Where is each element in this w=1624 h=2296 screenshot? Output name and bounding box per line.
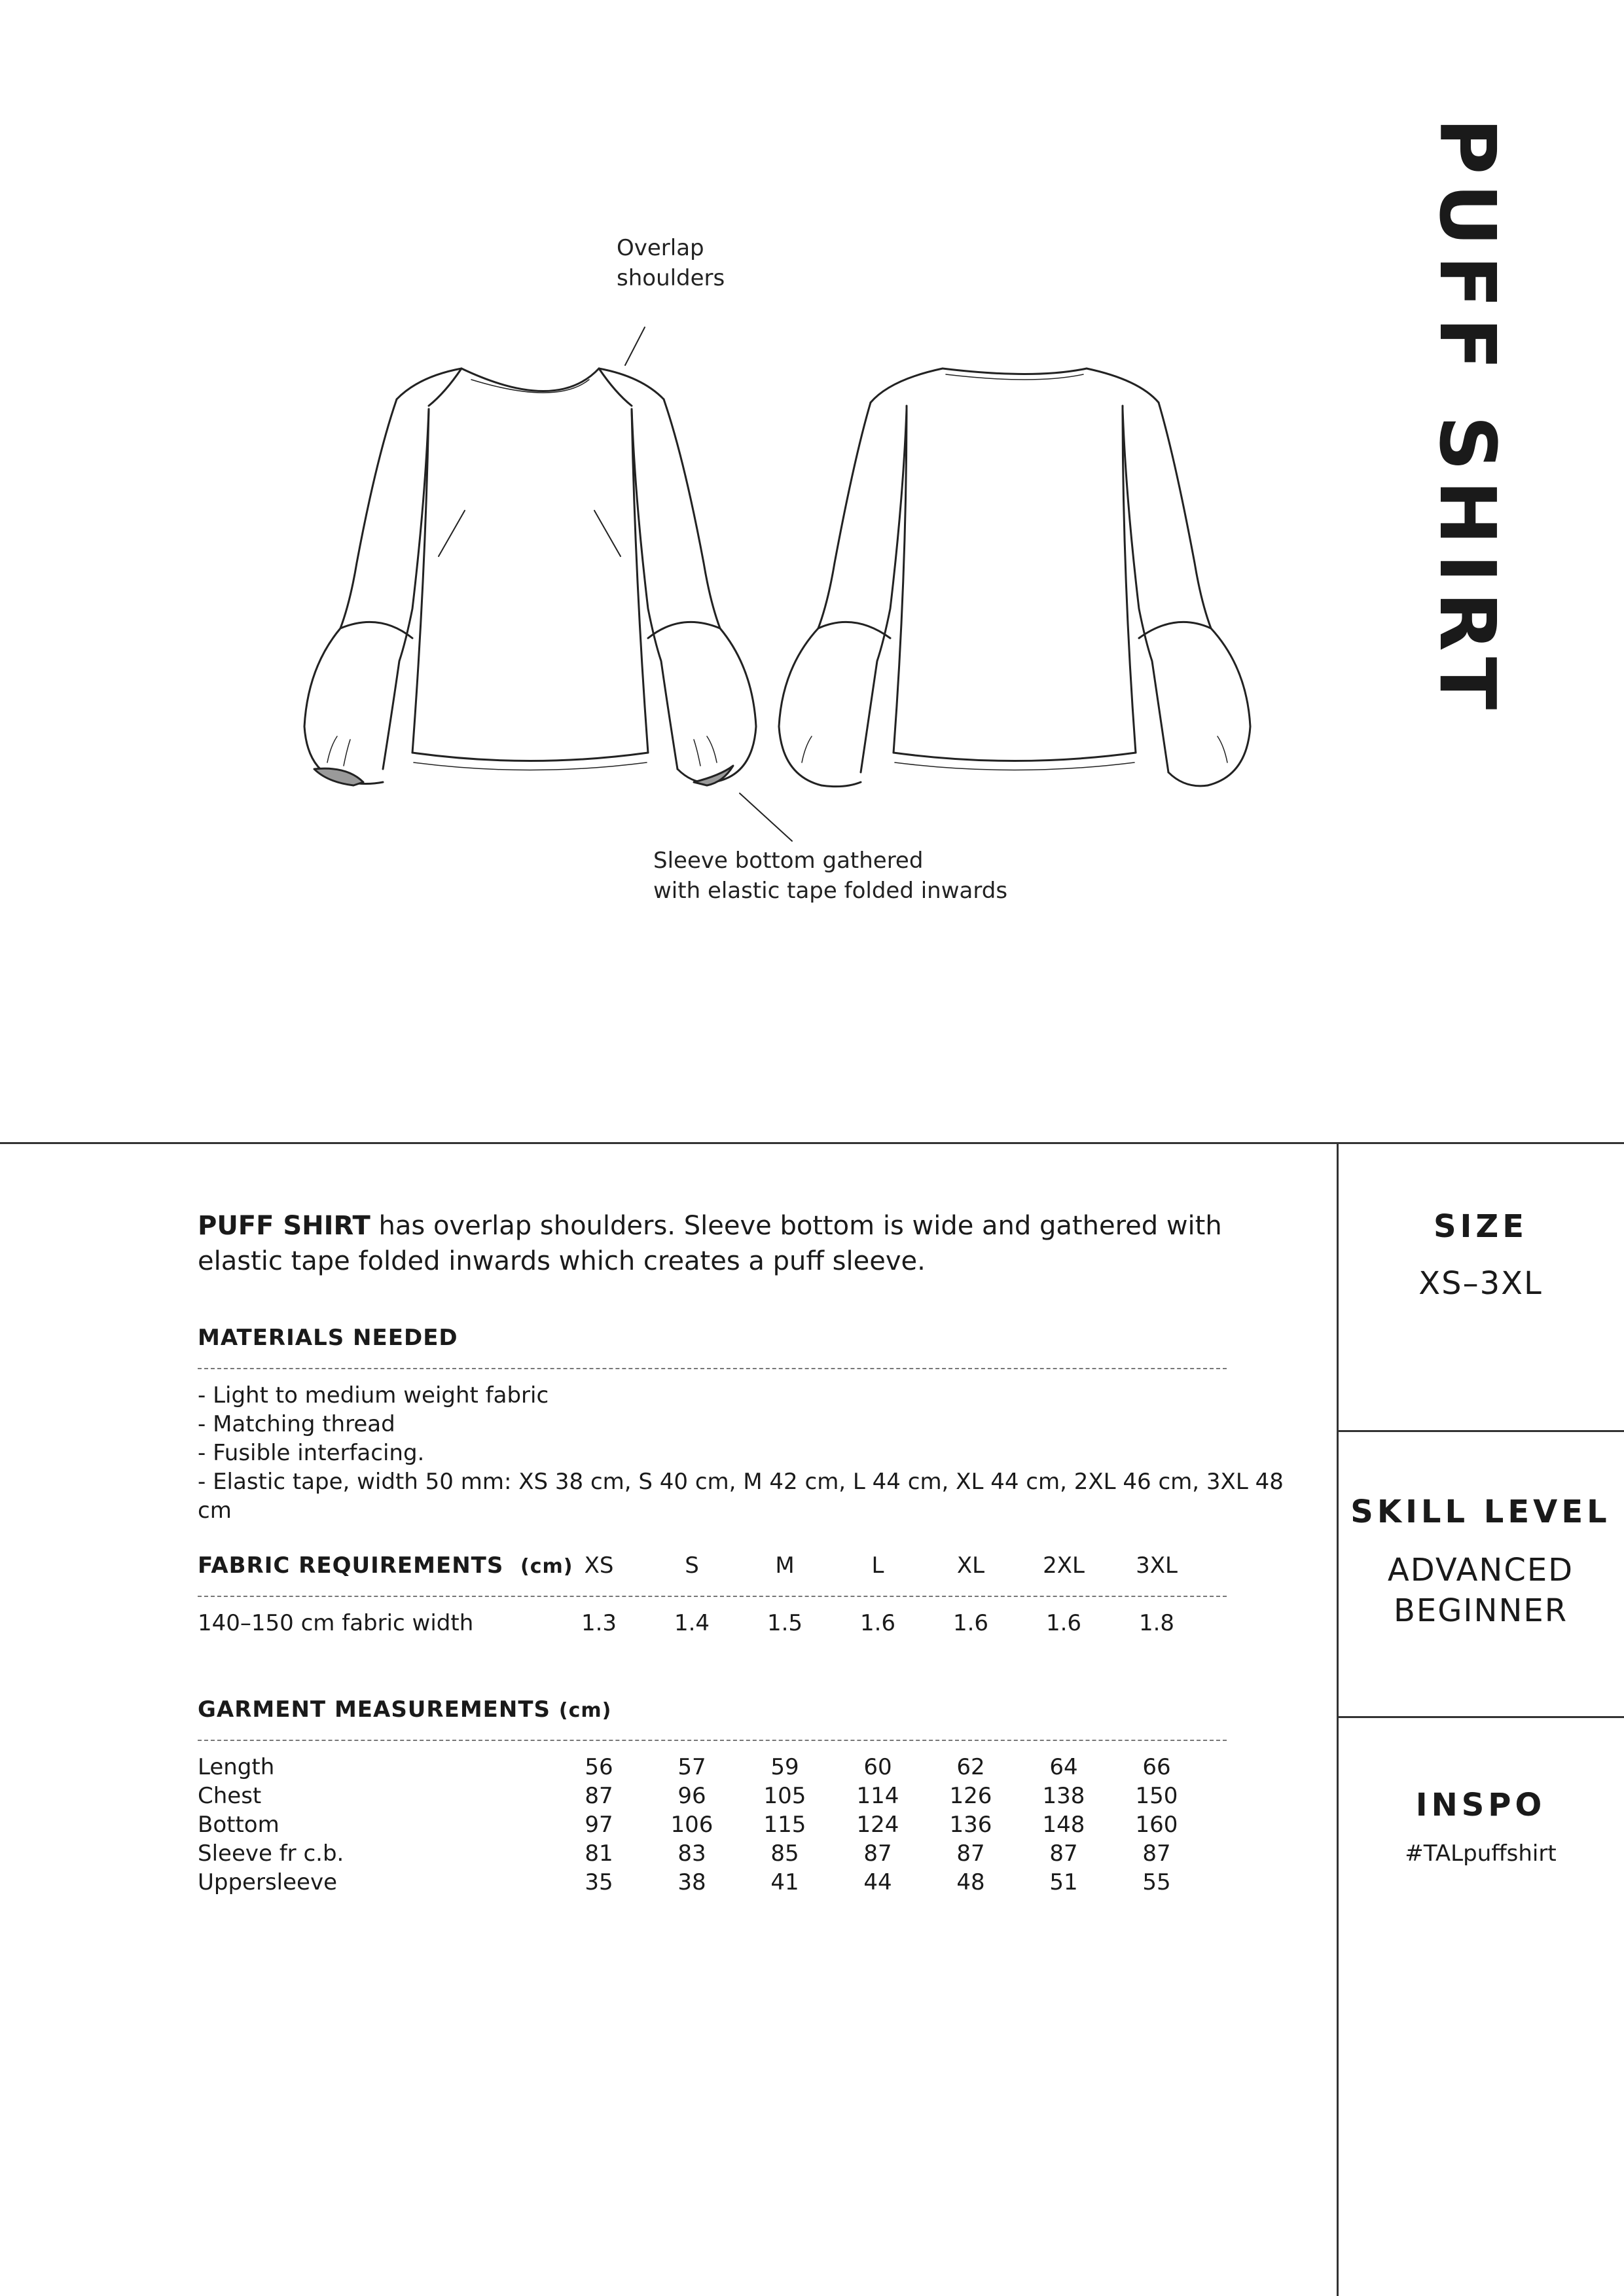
size-value: XS–3XL (1418, 1265, 1543, 1302)
garment-value: 124 (856, 1812, 899, 1838)
garment-row-label: Length (198, 1754, 275, 1780)
materials-item: - Elastic tape, width 50 mm: XS 38 cm, S 40 cm, M 42 cm, L 44 cm, XL 44 cm, 2XL 46 cm, 3XL 48 cm (198, 1469, 1284, 1524)
garment-value: 56 (585, 1754, 613, 1780)
fabric-heading (198, 1552, 573, 1579)
back-view (779, 368, 1250, 787)
front-view (304, 368, 756, 785)
pattern-title-text: PUFF SHIRT (1422, 118, 1513, 719)
technical-drawing (0, 0, 1624, 982)
garment-value: 44 (863, 1869, 892, 1895)
fabric-value: 1.4 (674, 1610, 710, 1636)
garment-value: 35 (585, 1869, 613, 1895)
inspo-heading: INSPO (1415, 1787, 1546, 1823)
materials-item: - Matching thread (198, 1411, 395, 1437)
sidebar-divider-2 (1337, 1716, 1624, 1718)
fabric-value: 1.8 (1138, 1610, 1175, 1636)
materials-item: - Light to medium weight fabric (198, 1382, 549, 1408)
garment-value: 160 (1135, 1812, 1178, 1838)
garment-value: 114 (856, 1783, 899, 1809)
skill-line1: ADVANCED (1387, 1552, 1574, 1588)
fabric-value: 1.6 (859, 1610, 896, 1636)
sidebar-divider-1 (1337, 1430, 1624, 1432)
fabric-size-header: 2XL (1043, 1552, 1085, 1579)
garment-row-label: Sleeve fr c.b. (198, 1840, 344, 1867)
garment-value: 126 (949, 1783, 992, 1809)
garment-value: 115 (763, 1812, 806, 1838)
fabric-size-header: M (775, 1552, 795, 1579)
garment-value: 81 (585, 1840, 613, 1867)
materials-rule (198, 1368, 1227, 1369)
garment-value: 85 (770, 1840, 799, 1867)
overlap-annotation (617, 233, 725, 293)
sleeve-annotation (653, 846, 1007, 906)
fabric-value: 1.5 (767, 1610, 803, 1636)
fabric-size-header: XL (956, 1552, 985, 1579)
skill-heading: SKILL LEVEL (1350, 1494, 1611, 1530)
garment-value: 38 (677, 1869, 706, 1895)
garment-value: 59 (770, 1754, 799, 1780)
sleeve-callout-line (740, 793, 792, 841)
garment-value: 83 (677, 1840, 706, 1867)
garment-value: 57 (677, 1754, 706, 1780)
garment-value: 148 (1042, 1812, 1085, 1838)
fabric-rule (198, 1596, 1227, 1597)
garment-value: 136 (949, 1812, 992, 1838)
garment-row-label: Bottom (198, 1812, 280, 1838)
garment-value: 48 (956, 1869, 985, 1895)
garment-value: 87 (1142, 1840, 1171, 1867)
garment-value: 105 (763, 1783, 806, 1809)
fabric-heading-unit: (cm) (520, 1555, 573, 1578)
garment-value: 96 (677, 1783, 706, 1809)
overlap-callout-line (625, 327, 645, 365)
sidebar-divider (1337, 1142, 1339, 2296)
garment-row-label: Uppersleeve (198, 1869, 337, 1895)
garment-heading-text: GARMENT MEASUREMENTS (198, 1696, 551, 1723)
overlap-annotation-line2: shoulders (617, 265, 725, 291)
fabric-value: 1.6 (952, 1610, 989, 1636)
garment-value: 60 (863, 1754, 892, 1780)
garment-value: 150 (1135, 1783, 1178, 1809)
materials-heading: MATERIALS NEEDED (198, 1325, 458, 1351)
garment-value: 87 (956, 1840, 985, 1867)
sleeve-annotation-line1: Sleeve bottom gathered (653, 848, 924, 874)
fabric-size-header: 3XL (1136, 1552, 1178, 1579)
garment-value: 66 (1142, 1754, 1171, 1780)
fabric-size-header: S (685, 1552, 699, 1579)
garment-value: 106 (670, 1812, 713, 1838)
garment-value: 64 (1049, 1754, 1078, 1780)
fabric-size-header: L (871, 1552, 884, 1579)
description-name: PUFF SHIRT (198, 1211, 370, 1241)
materials-list (198, 1381, 1310, 1525)
garment-rule (198, 1740, 1227, 1741)
garment-value: 62 (956, 1754, 985, 1780)
description (198, 1208, 1271, 1279)
garment-heading (198, 1696, 611, 1723)
section-divider (0, 1142, 1624, 1144)
size-heading: SIZE (1433, 1208, 1528, 1245)
skill-line2: BEGINNER (1393, 1592, 1568, 1629)
garment-value: 51 (1049, 1869, 1078, 1895)
materials-item: - Fusible interfacing. (198, 1440, 425, 1466)
garment-row-label: Chest (198, 1783, 262, 1809)
garment-value: 55 (1142, 1869, 1171, 1895)
garment-value: 97 (585, 1812, 613, 1838)
fabric-value: 1.6 (1045, 1610, 1082, 1636)
fabric-value: 1.3 (581, 1610, 617, 1636)
garment-value: 41 (770, 1869, 799, 1895)
garment-value: 87 (1049, 1840, 1078, 1867)
garment-value: 138 (1042, 1783, 1085, 1809)
fabric-row-label: 140–150 cm fabric width (198, 1610, 474, 1636)
overlap-annotation-line1: Overlap (617, 235, 704, 261)
garment-value: 87 (585, 1783, 613, 1809)
sleeve-annotation-line2: with elastic tape folded inwards (653, 878, 1008, 904)
description-text: has overlap shoulders. Sleeve bottom is wide and gathered with elastic tape folded inwards which creates a puff sleeve. (198, 1211, 1222, 1276)
fabric-size-header: XS (584, 1552, 614, 1579)
fabric-heading-text: FABRIC REQUIREMENTS (198, 1552, 504, 1579)
inspo-hashtag: #TALpuffshirt (1405, 1840, 1557, 1867)
garment-value: 87 (863, 1840, 892, 1867)
garment-heading-unit: (cm) (558, 1699, 612, 1722)
